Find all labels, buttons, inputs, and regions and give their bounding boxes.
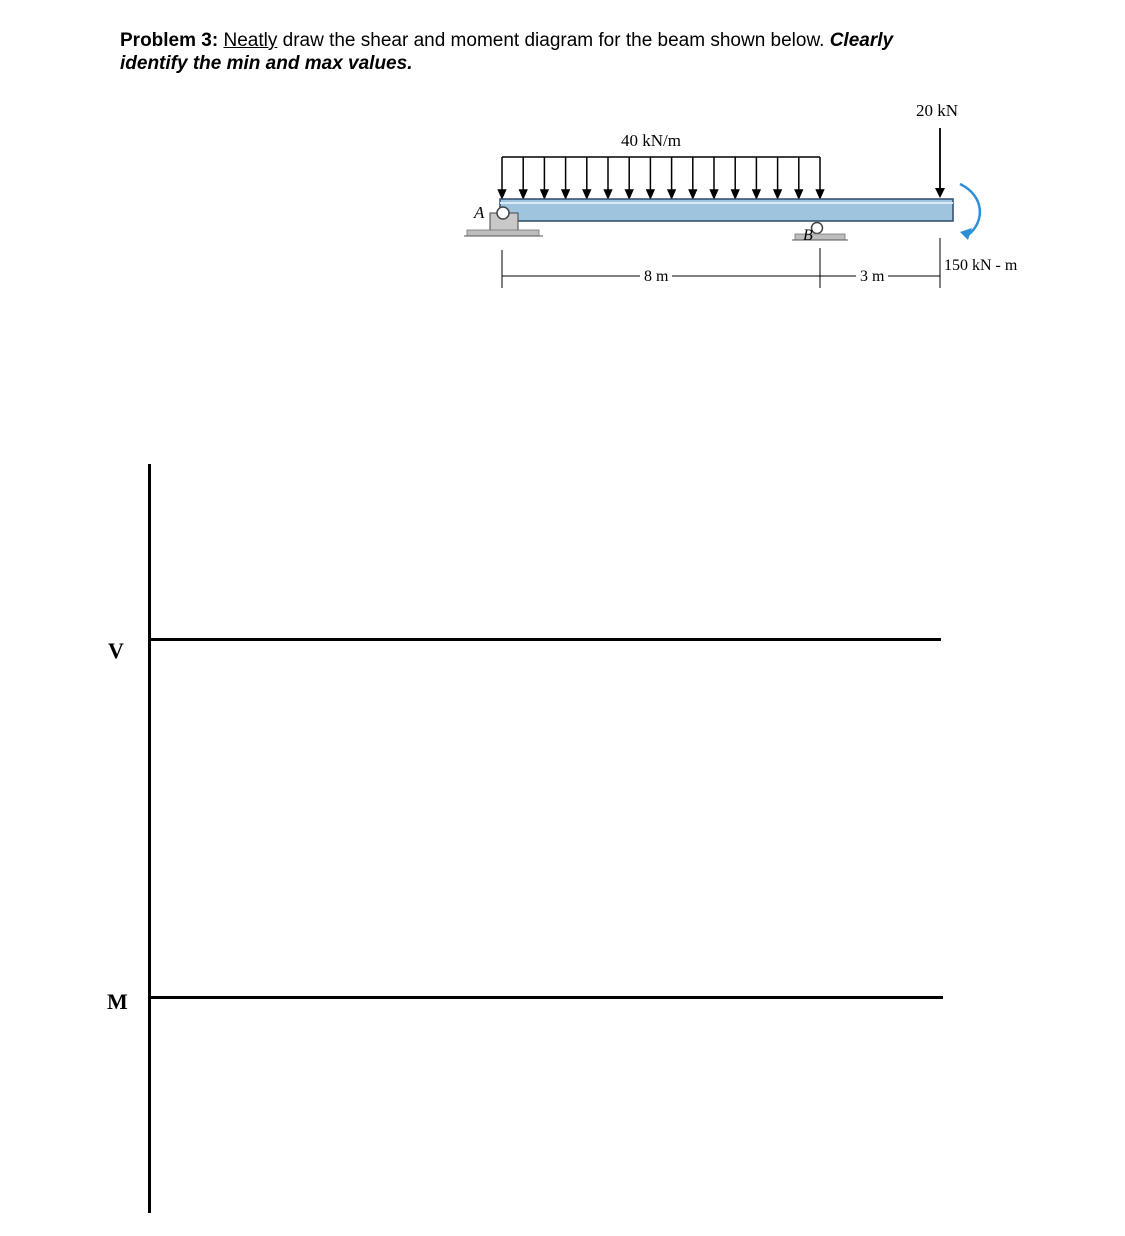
load-arrow — [795, 157, 802, 198]
load-arrow — [774, 157, 781, 198]
problem-emphasis-2: identify the min and max values. — [120, 53, 413, 74]
shear-baseline — [150, 638, 941, 641]
load-arrow — [668, 157, 675, 198]
load-arrow — [520, 157, 527, 198]
shear-axis-label: V — [108, 638, 124, 663]
problem-text: draw the shear and moment diagram for the beam shown below. — [277, 30, 830, 51]
load-arrow — [583, 157, 590, 198]
roller-support-b — [792, 223, 848, 241]
load-arrow — [753, 157, 760, 198]
moment-baseline — [150, 996, 943, 999]
load-arrow — [711, 157, 718, 198]
distributed-load — [499, 157, 824, 198]
beam-diagram — [0, 0, 1125, 320]
span-ab-label: 8 m — [644, 268, 669, 285]
load-arrow — [541, 157, 548, 198]
moment-label: 150 kN - m — [944, 257, 1018, 274]
moment-arrow-icon — [960, 184, 980, 240]
problem-underlined-word: Neatly — [223, 30, 278, 51]
load-arrow — [647, 157, 654, 198]
load-arrow — [562, 157, 569, 198]
load-arrow — [499, 157, 506, 198]
problem-emphasis-1: Clearly — [829, 30, 894, 51]
load-arrow — [732, 157, 739, 198]
point-load-label: 20 kN — [916, 101, 959, 120]
problem-label: Problem 3: — [120, 30, 219, 51]
moment-axis-label: M — [107, 989, 128, 1014]
load-arrow — [626, 157, 633, 198]
load-arrow — [605, 157, 612, 198]
support-a-label: A — [474, 203, 485, 222]
distributed-load-label: 40 kN/m — [621, 131, 681, 150]
load-arrow — [817, 157, 824, 198]
load-arrow — [689, 157, 696, 198]
diagram-vertical-axis — [148, 464, 151, 1213]
span-overhang-label: 3 m — [860, 268, 885, 285]
support-b-label: B — [803, 227, 813, 244]
point-load-arrow — [935, 128, 945, 198]
